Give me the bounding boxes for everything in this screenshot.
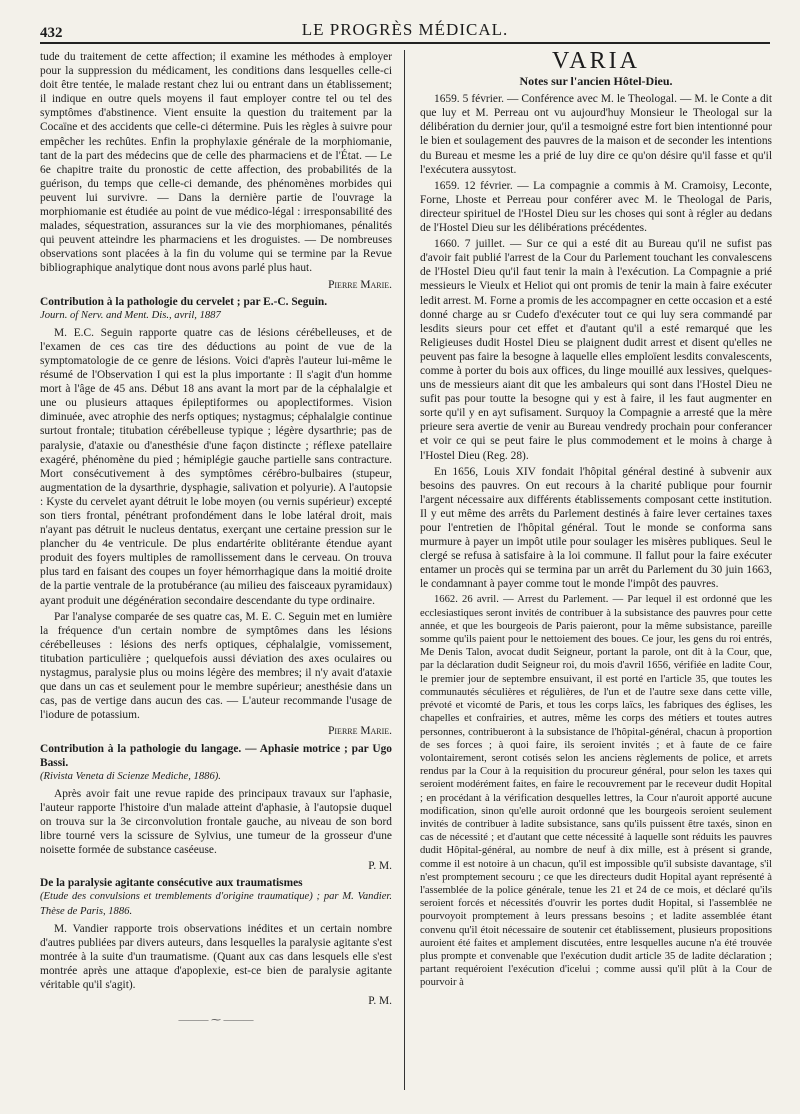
paragraph: Par l'analyse comparée de ses quatre cas, M. E. C. Seguin met en lumière la fréquence d'un certain nombre de symptômes dans les lésions cérébelleuses : lésions des nerfs optiques, céphalalgie, vomissement, titubation particulière ; quelquefois aussi déviation des axes oculaires ou nystagmus, paralysie plus ou moins légère des membres; il n'y avait d'ataxie que dans un cas et seulement pour le membre supérieur; anesthésie dans un cas, pas de vertige dans aucun des cas. — L'auteur recommande l'usage de l'iodure de potassium. bbox=[40, 610, 392, 722]
section-title-varia: VARIA bbox=[552, 50, 640, 74]
journal-title: LE PROGRÈS MÉDICAL. bbox=[301, 20, 509, 39]
paragraph: Après avoir fait une revue rapide des principaux travaux sur l'aphasie, l'auteur rapporte l'histoire d'un malade atteint d'aphasie, à l'autopsie duquel on trouva sur la 3e circonvolution frontale gauche, au niveau de son bord libre tourné vers la scissure de Sylvius, une tumeur de la grosseur d'une noisette formée de substance caséeuse. bbox=[40, 787, 392, 857]
end-ornament: ——— ⁓ ——— bbox=[178, 1015, 254, 1027]
paragraph: 1659. 5 février. — Conférence avec M. le Theologal. — M. le Conte a dit que luy et M. Perreau ont vu aujourd'huy Monsieur le Theologal sur la délibération du dernier jour, qu'il a tesmoigné estre fort bien intentionné pour le bien et soulagement des pauvres de la maison et de seconder les intentions du Bureau et mesme les a prié de luy dire ce qu'on désire qu'il fasse et qu'il l'exécutera aussytost. bbox=[420, 93, 772, 176]
paragraph: 1659. 12 février. — La compagnie a commis à M. Cramoisy, Leconte, Forne, Lhoste et Perreau pour conférer avec M. le Theologal de Paris, directeur spirituel de l'Hostel Dieu sur les choses qui sont à régler au dedans de l'Hostel Dieu sur les délibérations précédentes. bbox=[420, 179, 772, 235]
signature: P. M. bbox=[368, 860, 392, 873]
article-reference: (Etude des convulsions et tremblements d'origine traumatique) ; par M. Vandier. Thèse de Paris, 1886. bbox=[40, 891, 392, 917]
subsection-title: Notes sur l'ancien Hôtel-Dieu. bbox=[519, 74, 673, 89]
article-heading: Contribution à la pathologie du langage. — Aphasie motrice ; par Ugo Bassi. bbox=[40, 742, 392, 769]
article-heading: Contribution à la pathologie du cervelet ; par E.-C. Seguin. bbox=[40, 295, 328, 308]
article-heading: De la paralysie agitante consécutive aux traumatismes bbox=[40, 877, 303, 890]
paragraph: 1660. 7 juillet. — Sur ce qui a esté dit au Bureau qu'il ne sufist pas d'avoir fait publié l'arrest de la Cour du Parlement touchant les convalescens de l'Hostel Dieu qu'il faut tenir la main à l'exécution. La Compagnie a prié messieurs le Vieulx et Heliot qui ont promis de tenir la main à faire exécuter ledit arrest. M. Forne a promis de les accompagner en cette occasion et a esté donné charge au sr Cudefo d'exécuter tout ce qui luy sera commandé par lesdits sieurs pour cet effet et d'autant qu'il a esté remarqué que les Religieuses dudit Hostel Dieu se plaignent dudit arrest et disent qu'elles ne peuvent pas faire la besogne à laquelle elles emploïent lesdits convalescents, comme à porter du bois aux offices, du linge mouillé aux lessives, quelques-uns de messieurs aiant dit que les ambaleurs qui sont dans l'Hostel Dieu ne sufit pas pour toutte la besogne qui y est à faire, il les faut augmenter en sorte qu'il y en ayt sufisament. Surquoy la Compagnie a arresté que la mère prieure sera avertie de venir au Bureau vendredy prochain pour conferancer et voir ce qui se peut faire le plus commodement et le moins à charge à l'Hostel Dieu (Reg. 28). bbox=[420, 238, 772, 462]
page-number: 432 bbox=[40, 25, 63, 41]
article-reference: Journ. of Nerv. and Ment. Dis., avril, 1887 bbox=[40, 309, 221, 321]
paragraph: M. E.C. Seguin rapporte quatre cas de lésions cérébelleuses, et de l'examen de ces cas tire des déductions au point de vue de la symptomatologie de ce genre de lésions. Voici d'après l'auteur lui-même le résumé de l'Observation I qui est la plus importante : Il s'agit d'un homme mort à l'âge de 45 ans. Début 18 ans avant la mort par de la céphalalgie et une ou plusieurs attaques épileptiformes ou apoplectiformes. Vision diminuée, avec atrophie des nerfs optiques; nystagmus; céphalalgie continue surtout frontale; titubation cérébelleuse typique ; légère dysarthrie; pas de paralysie, d'ataxie ou d'anesthésie d'une façon distincte ; réflexe patellaire exagéré, phénomène du pied ; hémiplégie gauche partielle sans contracture. Mort consécutivement à des symptômes cérébro-bulbaires (stupeur, augmentation de la dysarthrie, dysphagie, salivation et polyurie). A l'autopsie : Kyste du cervelet ayant détruit le lobe moyen (ou vernis supérieur) excepté son tiers frontal, pénétrant profondément dans le lobe latéral droit, mais n'ayant pas détruit le nucleus dentatus, exerçant une certaine pression sur le plancher du 4e ventricule. De plus endartérite oblitérante étendue ayant produit des foyers multiples de ramollissement dans le cerveau. On trouva plus tard en faisant des coupes un foyer hémorrhagique dans la moitié droite de la partie ventrale de la protubérance (au milieu des faisceaux pyramidaux) ayant produit une dégénération secondaire descendante du type ordinaire. bbox=[40, 326, 392, 607]
paragraph: En 1656, Louis XIV fondait l'hôpital général destiné à subvenir aux besoins des pauvres. On eut recours à la charité publique pour fournir l'argent nécessaire aux différents établissements composant cette institution. Il y eut même des arrêts du Parlement destinés à faire lever certaines taxes pour l'entretien de l'hôpital général. Tout le monde se conforma sans murmure à payer un impôt utile pour soulager les misères publiques. Seul le clergé se refusa à satisfaire à la loi commune. Il fallut pour la faire exécuter entamer un procès qui se termina par un arrêt du Parlement du 30 juin 1663, le condamnant à payer comme tout le monde l'impôt des pauvres. bbox=[420, 465, 772, 591]
signature: P. M. bbox=[368, 995, 392, 1008]
paragraph: 1662. 26 avril. — Arrest du Parlement. — Par lequel il est ordonné que les ecclesiastiques seront invités de contribuer à la subsistance des pauvres pour cette année, et que les bourgeois de Paris paieront, pour la même subsistance, pareille somme qu'ils paient pour le nettoiement des boues. Ce jour, les gens du roi entrés, Me Denis Talon, avocat dudit Seigneur, portant la parole, ont dit à la Cour, que, par la déclaration dudit Seigneur roi, du mois d'avril 1656, vérifiée en ladite Cour, le premier jour de septembre ensuivant, il est porté en l'article 35, que toutes les communautés séculières et régulières, de l'un et de l'autre sexe dans cette ville, prévoté et vicomté de Paris, et tous les corps laïcs, les fabriques des églises, les chapelles et confrairies, et autres, même les corps des métiers et toutes autres personnes, contribueront à la subsistance de l'hôpital-général, chacun à proportion de ses forces ; à quoi faire, ils seroient invités ; et à faute de ce faire volontairement, seront cotisés selon les anciens règlements de police, et arrets rendus par la Cour à la requisition du procureur général, pour selon les taxes qui seroient modérément faites, en faire le recouvrement par le receveur dudit Hopital ; en procédant à la vérification desquelles lettres, la Cour n'auroit apporté aucune modification, sinon qu'elle auroit ordonné que les bourgeois seroient seulement invités de contribuer à ladite subsistance, sans qu'ils puissent être taxés, sinon en cas de nécessité ; et d'autant que cette nécessité à laquelle sont réduits les pauvres dudit Hôpital-général, au nombre de neuf à dix mille, est à présent si grande, comme il est notoire à un chacun, qu'il est impossible qu'il subsiste davantage, s'il n'est promptement secouru ; ce que les directeurs dudit Hopital ayant représenté à l'assemblée de la police générale, tenue les 21 et 24 de ce mois, et déclaré qu'ils seroient forcés et nécessités d'ouvrir les portes dudit Hopital, si l'assemblée ne pourvoyoit promptement à leurs pressans besoins ; et ladite assemblée étant convenu qu'il étoit nécessaire de soutenir cet établissement, plusieurs propositions auroient été faites et amplement discutées, entre lesquelles aucune n'a été trouvée plus prompte et convenable que l'exécution dudit article 35 de ladite déclaration ; partant requéroient l'exécution d'icelui ; comme aussi qu'il plût à la Cour de pourvoir à bbox=[420, 594, 772, 989]
paragraph: M. Vandier rapporte trois observations inédites et un certain nombre d'autres publiées par divers auteurs, dans lesquelles la paralysie agitante s'est montrée à la suite d'un traumatisme. (Quant aux cas dans lesquels elle s'est montrée après une attaque d'apoplexie, est-ce bien de paralysie agitante véritable qu'il s'agit). bbox=[40, 922, 392, 991]
signature: Pierre Marie. bbox=[328, 278, 392, 291]
paragraph: tude du traitement de cette affection; il examine les méthodes à employer pour la suppression du médicament, les conditions dans lesquelles celle-ci doit être tentée, le malade restant chez lui ou entrant dans un établissement; il indique en outre quels moyens il faut employer contre tel ou tel des symptômes d'abstinence. Vient ensuite la question du traitement par la Cocaïne et des accidents que celle-ci détermine. Puis les règles à suivre pour empêcher les rechûtes. Enfin la prophylaxie générale de la morphiomanie, tant de la part des médecins que de celle des pharmaciens et de l'État. — Le 6e chapitre traite du pronostic de cette affection, des probabilités de la guérison, du temps que celle-ci demande, des phénomènes morbides qui peuvent lui survivre. — Dans la dernière partie de l'ouvrage la morphiomanie est étudiée au point de vue médico-légal : irresponsabilité des malades, séquestration, assurances sur la vie des morphiomanes, pénalités qui peuvent atteindre les pharmaciens et les droguistes. — De nombreuses observations sont placées à la fin du volume qui se termine par la Revue bibliographique analytique dont nous avons parlé plus haut. bbox=[40, 51, 392, 275]
right-column bbox=[420, 50, 772, 1090]
page-header bbox=[40, 16, 770, 44]
column-divider bbox=[404, 50, 405, 1090]
article-reference: (Rivista Veneta di Scienze Mediche, 1886). bbox=[40, 770, 221, 782]
signature: Pierre Marie. bbox=[328, 725, 392, 738]
left-column bbox=[40, 50, 392, 1090]
